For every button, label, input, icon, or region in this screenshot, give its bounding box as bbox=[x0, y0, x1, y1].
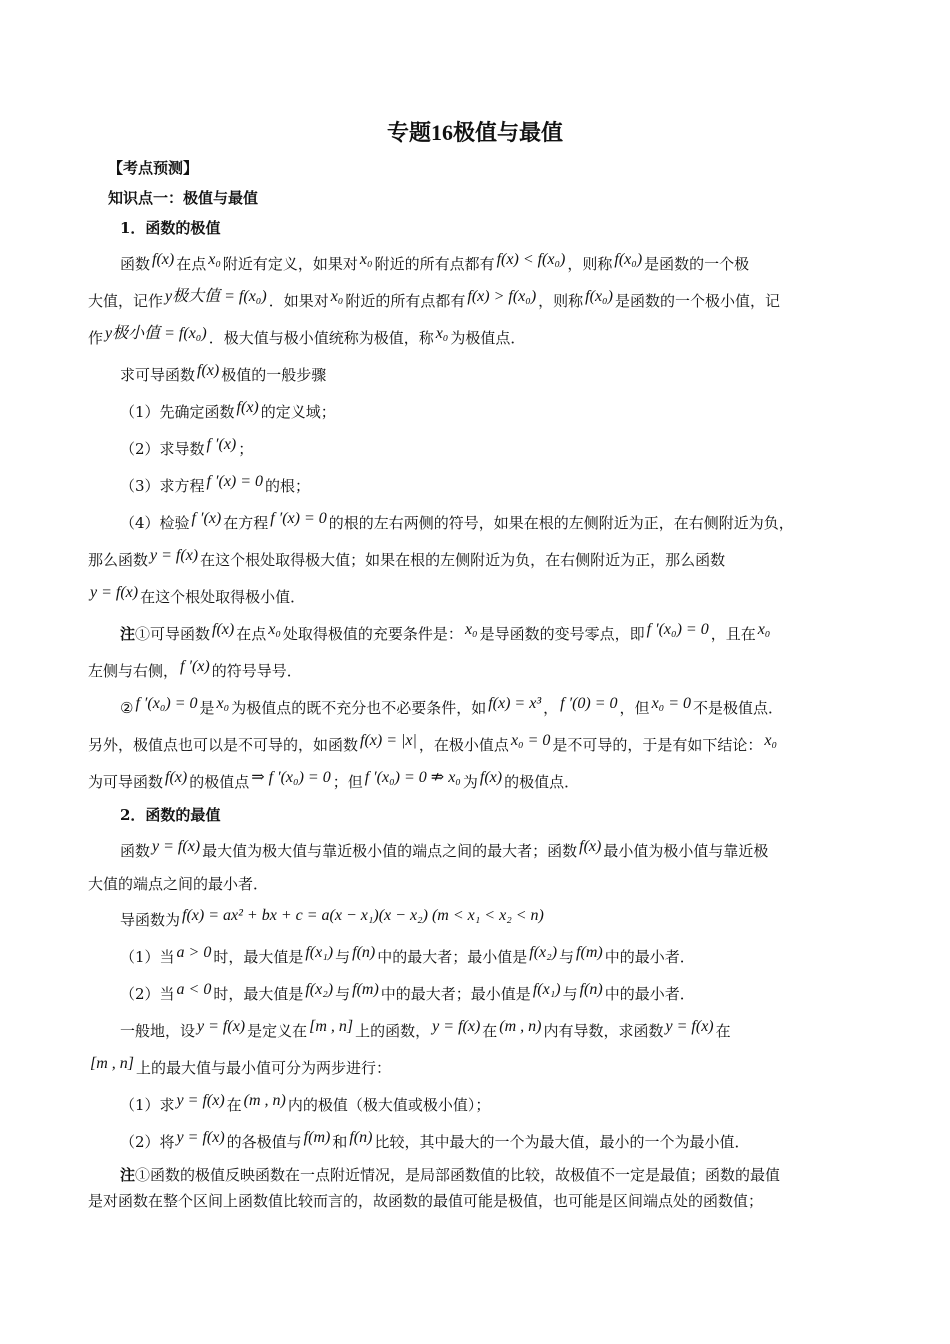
math-expression: x₀ bbox=[435, 325, 449, 342]
general-method bbox=[88, 1018, 868, 1042]
text-run: 函数 bbox=[120, 842, 151, 860]
text-run: 左侧与右侧， bbox=[88, 662, 179, 680]
paragraph-max-min bbox=[88, 838, 868, 862]
math-expression: y = f(x) bbox=[152, 838, 201, 855]
section-label: 【考点预测】 bbox=[108, 159, 199, 177]
general-method-cont bbox=[88, 1055, 868, 1079]
paragraph-definition-end bbox=[88, 325, 868, 349]
math-expression: y = f(x) bbox=[197, 1018, 246, 1035]
subheading-max-min: 2．函数的最值 bbox=[120, 806, 221, 824]
math-expression: f(n) bbox=[352, 944, 376, 961]
text-run: ，且在 bbox=[710, 625, 756, 643]
text-run: 的各极值与 bbox=[226, 1133, 302, 1151]
text-run: 中的最小者． bbox=[604, 948, 695, 966]
text-run: （1）先确定函数 bbox=[120, 403, 235, 421]
math-expression: y = f(x) bbox=[150, 547, 199, 564]
text-run: 一般地，设 bbox=[120, 1022, 196, 1040]
case-a-negative bbox=[88, 981, 868, 1005]
subheading-extreme-values: 1．函数的极值 bbox=[120, 219, 221, 237]
text-run: 在这个根处取得极小值． bbox=[140, 588, 306, 606]
note-label: 注 bbox=[120, 1166, 136, 1184]
math-expression: f(x₂) bbox=[305, 981, 334, 998]
math-expression: f(m) bbox=[303, 1129, 331, 1146]
knowledge-point-heading: 知识点一：极值与最值 bbox=[108, 189, 259, 207]
math-expression: x₀ bbox=[464, 621, 478, 638]
math-expression: [m , n] bbox=[90, 1055, 135, 1072]
text-run: （2）将 bbox=[120, 1133, 175, 1151]
math-expression: f ′(x₀) = 0 bbox=[135, 695, 198, 712]
math-expression: x₀ bbox=[359, 251, 373, 268]
text-run: （1）求 bbox=[120, 1096, 175, 1114]
text-run: ，但 bbox=[619, 699, 650, 717]
math-expression: f ′(x) bbox=[180, 658, 210, 675]
math-expression: f(x) bbox=[197, 362, 220, 379]
derivative-formula bbox=[88, 907, 868, 931]
text-run: 在点 bbox=[176, 255, 207, 273]
math-expression: f(m) bbox=[576, 944, 603, 961]
page-title: 专题16极值与最值 bbox=[386, 120, 563, 145]
text-run: 最小值为极小值与靠近极 bbox=[603, 842, 769, 860]
text-run: 内的极值（极大值或极小值）； bbox=[287, 1096, 491, 1114]
text-run: 为极值点的既不充分也不必要条件，如 bbox=[231, 699, 487, 717]
math-expression: x₀ bbox=[764, 732, 778, 749]
text-run: 处取得极值的充要条件是： bbox=[282, 625, 463, 643]
step-2 bbox=[88, 436, 868, 460]
paragraph-max-min-cont: 大值的端点之间的最小者． bbox=[88, 875, 269, 893]
math-expression: x₀ = 0 bbox=[651, 695, 692, 712]
text-run: ，在极小值点 bbox=[418, 736, 509, 754]
text-run: ；但 bbox=[332, 773, 363, 791]
math-expression: x₀ bbox=[330, 288, 344, 305]
paragraph-definition bbox=[88, 251, 868, 275]
text-run: 极值的一般步骤 bbox=[221, 366, 327, 384]
text-run: 是函数的一个极小值，记 bbox=[614, 292, 780, 310]
text-run: ．如果对 bbox=[268, 292, 329, 310]
general-step-2 bbox=[88, 1129, 868, 1153]
text-run: 是函数的一个极 bbox=[644, 255, 750, 273]
text-run: 求可导函数 bbox=[120, 366, 196, 384]
text-run: 的极值点 bbox=[189, 773, 250, 791]
math-expression: f(n) bbox=[349, 1129, 373, 1146]
math-expression: x₀ bbox=[216, 695, 230, 712]
text-run: ② bbox=[120, 699, 134, 717]
text-run: （3）求方程 bbox=[120, 477, 205, 495]
text-run: 和 bbox=[332, 1133, 348, 1151]
math-expression: (m , n) bbox=[243, 1092, 286, 1109]
step-4 bbox=[88, 510, 868, 534]
text-run: 与 bbox=[335, 985, 351, 1003]
text-run: 上的最大值与最小值可分为两步进行： bbox=[136, 1059, 392, 1077]
text-run: 在 bbox=[226, 1096, 242, 1114]
math-expression: f ′(0) = 0 bbox=[560, 695, 618, 712]
text-run: 是 bbox=[199, 699, 215, 717]
math-expression: f(x₁) bbox=[305, 944, 334, 961]
math-expression: f(x) bbox=[152, 251, 175, 268]
text-run: ．极大值与极小值统称为极值，称 bbox=[208, 329, 434, 347]
text-run: 比较，其中最大的一个为最大值，最小的一个为最小值． bbox=[374, 1133, 750, 1151]
text-run: ，则称 bbox=[567, 255, 613, 273]
step-3 bbox=[88, 473, 868, 497]
math-expression: f(x₀) bbox=[585, 288, 613, 305]
text-run: 作 bbox=[88, 329, 104, 347]
math-expression: f(m) bbox=[352, 981, 379, 998]
case-a-positive bbox=[88, 944, 868, 968]
note-2-cont bbox=[88, 732, 868, 756]
note-3 bbox=[88, 1165, 868, 1185]
text-run: 最大值为极大值与靠近极小值的端点之间的最大者；函数 bbox=[202, 842, 578, 860]
text-run: 中的最大者；最小值是 bbox=[377, 948, 528, 966]
text-run: （2）当 bbox=[120, 985, 175, 1003]
text-run: 附近的所有点都有 bbox=[345, 292, 466, 310]
text-run: ①可导函数 bbox=[135, 625, 211, 643]
text-run: 在 bbox=[715, 1022, 731, 1040]
math-expression: a > 0 bbox=[176, 944, 212, 961]
math-expression: [m , n] bbox=[309, 1018, 354, 1035]
text-run: 与 bbox=[335, 948, 351, 966]
step-4-cont bbox=[88, 547, 868, 571]
text-run: 的极值点． bbox=[504, 773, 580, 791]
math-expression: y极小值 = f(x₀) bbox=[105, 325, 207, 342]
math-expression: f ′(x) = 0 bbox=[270, 510, 327, 527]
text-run: 在方程 bbox=[223, 514, 269, 532]
text-run: 是定义在 bbox=[247, 1022, 308, 1040]
math-expression: y = f(x) bbox=[176, 1092, 225, 1109]
math-expression: f ′(x₀) = 0 ⇏ x₀ bbox=[364, 769, 461, 786]
math-expression: x₀ bbox=[268, 621, 281, 638]
math-expression: f(x) bbox=[479, 769, 503, 786]
text-run: ； bbox=[238, 440, 254, 458]
text-run: ，则称 bbox=[538, 292, 584, 310]
math-expression: f(x₂) bbox=[529, 944, 558, 961]
text-run: （4）检验 bbox=[120, 514, 190, 532]
math-expression: f ′(x₀) = 0 bbox=[646, 621, 709, 638]
note-2-end bbox=[88, 769, 868, 793]
text-run: 为可导函数 bbox=[88, 773, 164, 791]
text-run: 的根的左右两侧的符号，如果在根的左侧附近为正，在右侧附近为负， bbox=[328, 514, 794, 532]
math-expression: x₀ bbox=[757, 621, 771, 638]
paragraph-definition-cont bbox=[88, 288, 868, 312]
text-run: 附近的所有点都有 bbox=[374, 255, 495, 273]
math-expression: f ′(x) bbox=[191, 510, 222, 527]
note-3-cont: 是对函数在整个区间上函数值比较而言的，故函数的最值可能是极值，也可能是区间端点处的函数值； bbox=[88, 1192, 764, 1210]
text-run: 是导函数的变号零点，即 bbox=[479, 625, 645, 643]
note-2 bbox=[88, 695, 868, 719]
text-run: ①函数的极值反映函数在一点附近情况，是局部函数值的比较，故极值不一定是最值；函数的最值 bbox=[135, 1166, 781, 1184]
math-expression: f(x) bbox=[165, 769, 188, 786]
math-expression: x₀ bbox=[208, 251, 221, 268]
text-run: 在这个根处取得极大值；如果在根的左侧附近为负，在右侧附近为正，那么函数 bbox=[200, 551, 726, 569]
text-run: 与 bbox=[559, 948, 575, 966]
text-run: 在 bbox=[482, 1022, 498, 1040]
text-run: 函数 bbox=[120, 255, 151, 273]
math-expression: f(x) > f(x₀) bbox=[467, 288, 537, 305]
text-run: 为极值点． bbox=[450, 329, 526, 347]
math-expression: f ′(x) = 0 bbox=[206, 473, 264, 490]
text-run: 时，最大值是 bbox=[213, 948, 304, 966]
math-expression: f(x) bbox=[236, 399, 259, 416]
text-run: 附近有定义，如果对 bbox=[222, 255, 358, 273]
text-run: 时，最大值是 bbox=[213, 985, 304, 1003]
text-run: （2）求导数 bbox=[120, 440, 205, 458]
step-4-end bbox=[88, 584, 868, 608]
math-expression: f(x₀) bbox=[614, 251, 643, 268]
math-expression: ⇒ f ′(x₀) = 0 bbox=[251, 769, 331, 786]
text-run: 与 bbox=[562, 985, 578, 1003]
step-1 bbox=[88, 399, 868, 423]
math-expression: y极大值 = f(x₀) bbox=[165, 288, 267, 305]
text-run: 在点 bbox=[236, 625, 267, 643]
note-label: 注 bbox=[120, 625, 136, 643]
math-expression: y = f(x) bbox=[432, 1018, 481, 1035]
math-expression: f ′(x) bbox=[206, 436, 237, 453]
math-expression: y = f(x) bbox=[665, 1018, 714, 1035]
text-run: 上的函数， bbox=[355, 1022, 431, 1040]
text-run: 的根； bbox=[265, 477, 311, 495]
text-run: （1）当 bbox=[120, 948, 175, 966]
math-expression: y = f(x) bbox=[90, 584, 139, 601]
math-expression: y = f(x) bbox=[176, 1129, 225, 1146]
math-expression: a < 0 bbox=[176, 981, 212, 998]
math-expression: f(x) = x³ bbox=[488, 695, 542, 712]
math-expression: x₀ = 0 bbox=[510, 732, 551, 749]
math-expression: f(x) = ax² + bx + c = a(x − x₁)(x − x₂) (m < x₁ < x₂ < n) bbox=[182, 907, 544, 924]
text-run: 中的最小者． bbox=[604, 985, 695, 1003]
math-expression: f(x₁) bbox=[532, 981, 561, 998]
math-expression: (m , n) bbox=[499, 1018, 542, 1035]
text-run: 是不可导的，于是有如下结论： bbox=[552, 736, 763, 754]
note-1-cont bbox=[88, 658, 868, 682]
text-run: 为 bbox=[462, 773, 478, 791]
document-body bbox=[88, 158, 868, 1211]
note-1 bbox=[88, 621, 868, 645]
steps-intro bbox=[88, 362, 868, 386]
text-run: 中的最大者；最小值是 bbox=[380, 985, 531, 1003]
text-run: 导函数为 bbox=[120, 911, 181, 929]
math-expression: f(x) bbox=[212, 621, 235, 638]
text-run: ， bbox=[543, 699, 559, 717]
text-run: 的定义域； bbox=[260, 403, 336, 421]
math-expression: f(x) bbox=[579, 838, 602, 855]
text-run: 另外，极值点也可以是不可导的，如函数 bbox=[88, 736, 359, 754]
math-expression: f(n) bbox=[579, 981, 603, 998]
math-expression: f(x) = |x| bbox=[360, 732, 417, 749]
text-run: 大值，记作 bbox=[88, 292, 164, 310]
text-run: 内有导数，求函数 bbox=[543, 1022, 664, 1040]
text-run: 那么函数 bbox=[88, 551, 149, 569]
text-run: 的符号导号． bbox=[211, 662, 302, 680]
text-run: 不是极值点． bbox=[693, 699, 784, 717]
general-step-1 bbox=[88, 1092, 868, 1116]
math-expression: f(x) < f(x₀) bbox=[496, 251, 566, 268]
